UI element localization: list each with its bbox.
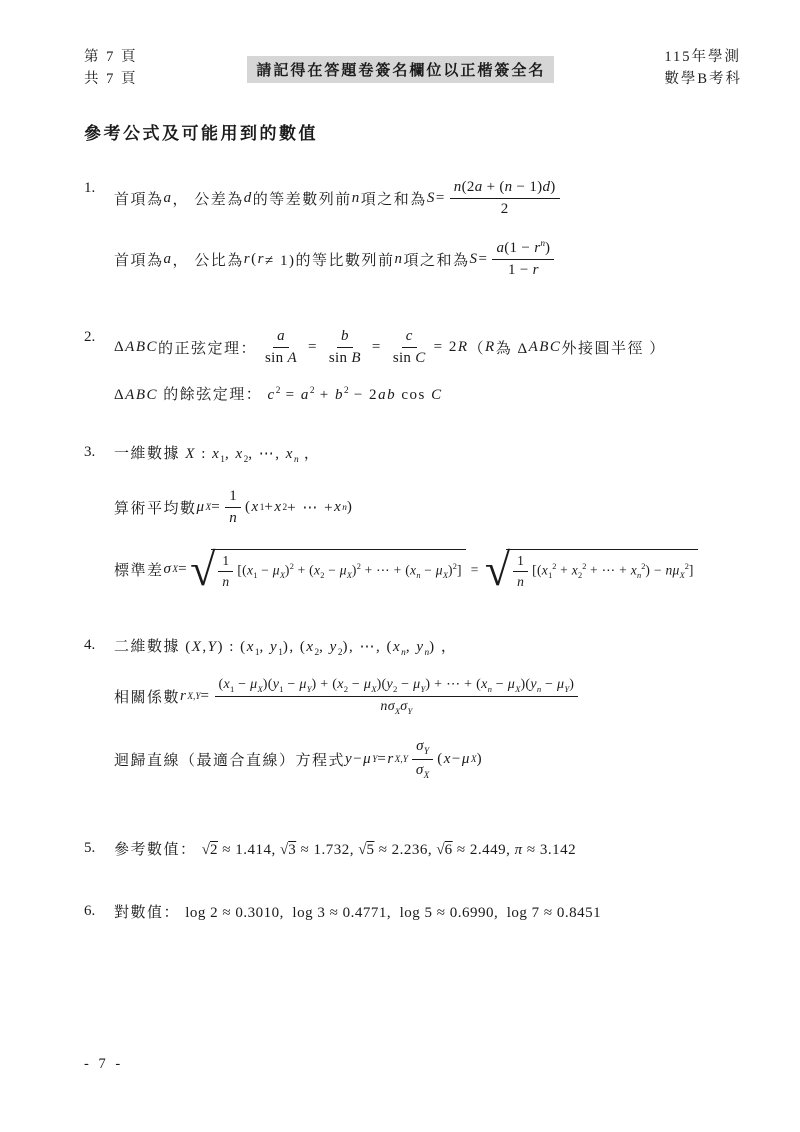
equals-sign: = (371, 339, 382, 356)
page-total-line: 共 7 頁 (84, 71, 138, 88)
item-number: 3. (84, 443, 96, 460)
page-title: 參考公式及可能用到的數值 (84, 123, 318, 143)
formula-text: 迴歸直線（最適合直線）方程式 y − μ Y = r X,Y (114, 751, 408, 770)
regression-line-formula (114, 737, 760, 782)
formula-text: = 2 R （ R 為 Δ ABC 外接圓半徑 ） (433, 339, 666, 358)
radical-icon: √ (190, 543, 216, 595)
fraction: $\frac{a}{\text{sin A}}$ (265, 327, 297, 367)
fraction: $\frac{n(2a + (n - 1)d)}{2}$ (450, 178, 560, 220)
item-number: 5. (84, 840, 96, 857)
page-header (0, 0, 800, 91)
reference-values-line (114, 838, 760, 859)
two-dim-data-definition: 二維數據 (X,Y) : ($x_1$, $y_1$), ($x_2$, $y_2$), ⋯, ($x_n$, $y_n$) ， (114, 638, 458, 658)
page-number-line: 第 7 頁 (84, 49, 138, 65)
item-log-values (84, 901, 760, 922)
law-of-cosines-formula: ΔABC 的餘弦定理： $c^2 = a^2 + b^2 - 2ab$ cos C (114, 385, 443, 403)
square-root: √ $\frac{1}{n}$ [($x_1^2 + x_2^2$ + ⋯ + $x_n^2) - n\mu_X^2$] (485, 549, 698, 591)
fraction: $\frac{1}{n}$ (225, 487, 241, 529)
exam-subject-line: 數學B考科 (664, 71, 742, 88)
reference-values-text: √2 ≈ 1.414, √3 ≈ 1.732, √5 ≈ 2.236, √6 ≈ 2.449, π ≈ 3.142 (201, 842, 577, 859)
formula-text: 相關係數 r X,Y = (114, 688, 211, 707)
item-number: 1. (84, 179, 96, 196)
standard-deviation-formula (114, 543, 760, 595)
fraction: $(x_1 - \mu_X)(y_1 - \mu_Y) + (x_2 - \mu_X)(y_2 - \mu_Y)$ + ⋯ + $(x_n - \mu_X)(y_n - \mu_Y)$ $n\sigma_X\sigma_Y$ (215, 676, 579, 717)
item-one-dim-data (84, 442, 760, 595)
exam-year-line: 115年學測 (664, 49, 742, 65)
formula-text: 首項為 a ， 公比為 r ( r ≠ 1)的等比數列前 n 項之和為 S = (114, 250, 489, 269)
item-triangle-laws (84, 327, 760, 404)
item-reference-values (84, 838, 760, 859)
page-count-block (84, 46, 138, 91)
exam-id-block (664, 46, 742, 91)
fraction: $\frac{c}{\text{sin C}}$ (392, 327, 426, 367)
formula-text: 標準差 σ X = (114, 561, 189, 580)
fraction: $\frac{b}{\text{sin B}}$ (328, 327, 361, 367)
item-number: 6. (84, 903, 96, 920)
square-root: √ $\frac{1}{n}$ [$(x_1 - \mu_X)^2 + (x_2 - \mu_X)^2$ + ⋯ + $(x_n - \mu_X)^2$] (190, 549, 466, 591)
item-two-dim-data (84, 635, 760, 782)
arithmetic-mean-formula (114, 487, 760, 529)
geometric-series-formula (114, 238, 760, 281)
formula-text: 首項為 a ， 公差為 d 的等差數列前 n 項之和為 S = (114, 190, 446, 209)
fraction: $\frac{\sigma_Y}{\sigma_X}$ (412, 737, 433, 782)
signature-notice: 請記得在答題卷簽名欄位以正楷簽全名 (247, 56, 554, 83)
item-number: 2. (84, 328, 96, 345)
formula-text: Δ ABC 的正弦定理： (114, 339, 258, 358)
law-of-sines-formula (114, 327, 760, 369)
arithmetic-series-formula (114, 178, 760, 220)
formula-text: 算術平均數 μ X = (114, 499, 222, 518)
reference-values-label: 參考數值： (114, 842, 197, 859)
one-dim-data-definition: 一維數據 X : $x_1$, $x_2$, ⋯, $x_n$ ， (114, 445, 321, 465)
log-values-text: log 2 ≈ 0.3010, log 3 ≈ 0.4771, log 5 ≈ 0.6990, log 7 ≈ 0.8451 (185, 905, 602, 922)
correlation-coefficient-formula (114, 676, 760, 717)
equals-sign: = (470, 561, 480, 577)
fraction: $\frac{a(1 - r^n)}{1 - r}$ (492, 238, 554, 281)
log-values-label: 對數值： (114, 905, 181, 922)
item-sequence-sums (84, 178, 760, 281)
footer-page-number: - 7 - (84, 1056, 124, 1072)
log-values-line (114, 901, 760, 922)
formula-text: ( x 1 + x 2 + ⋯ + x n ) (245, 499, 354, 517)
formula-text: ( x − μ X ) (437, 751, 484, 768)
radical-icon: √ (484, 543, 511, 595)
equals-sign: = (307, 339, 318, 356)
item-number: 4. (84, 636, 96, 653)
